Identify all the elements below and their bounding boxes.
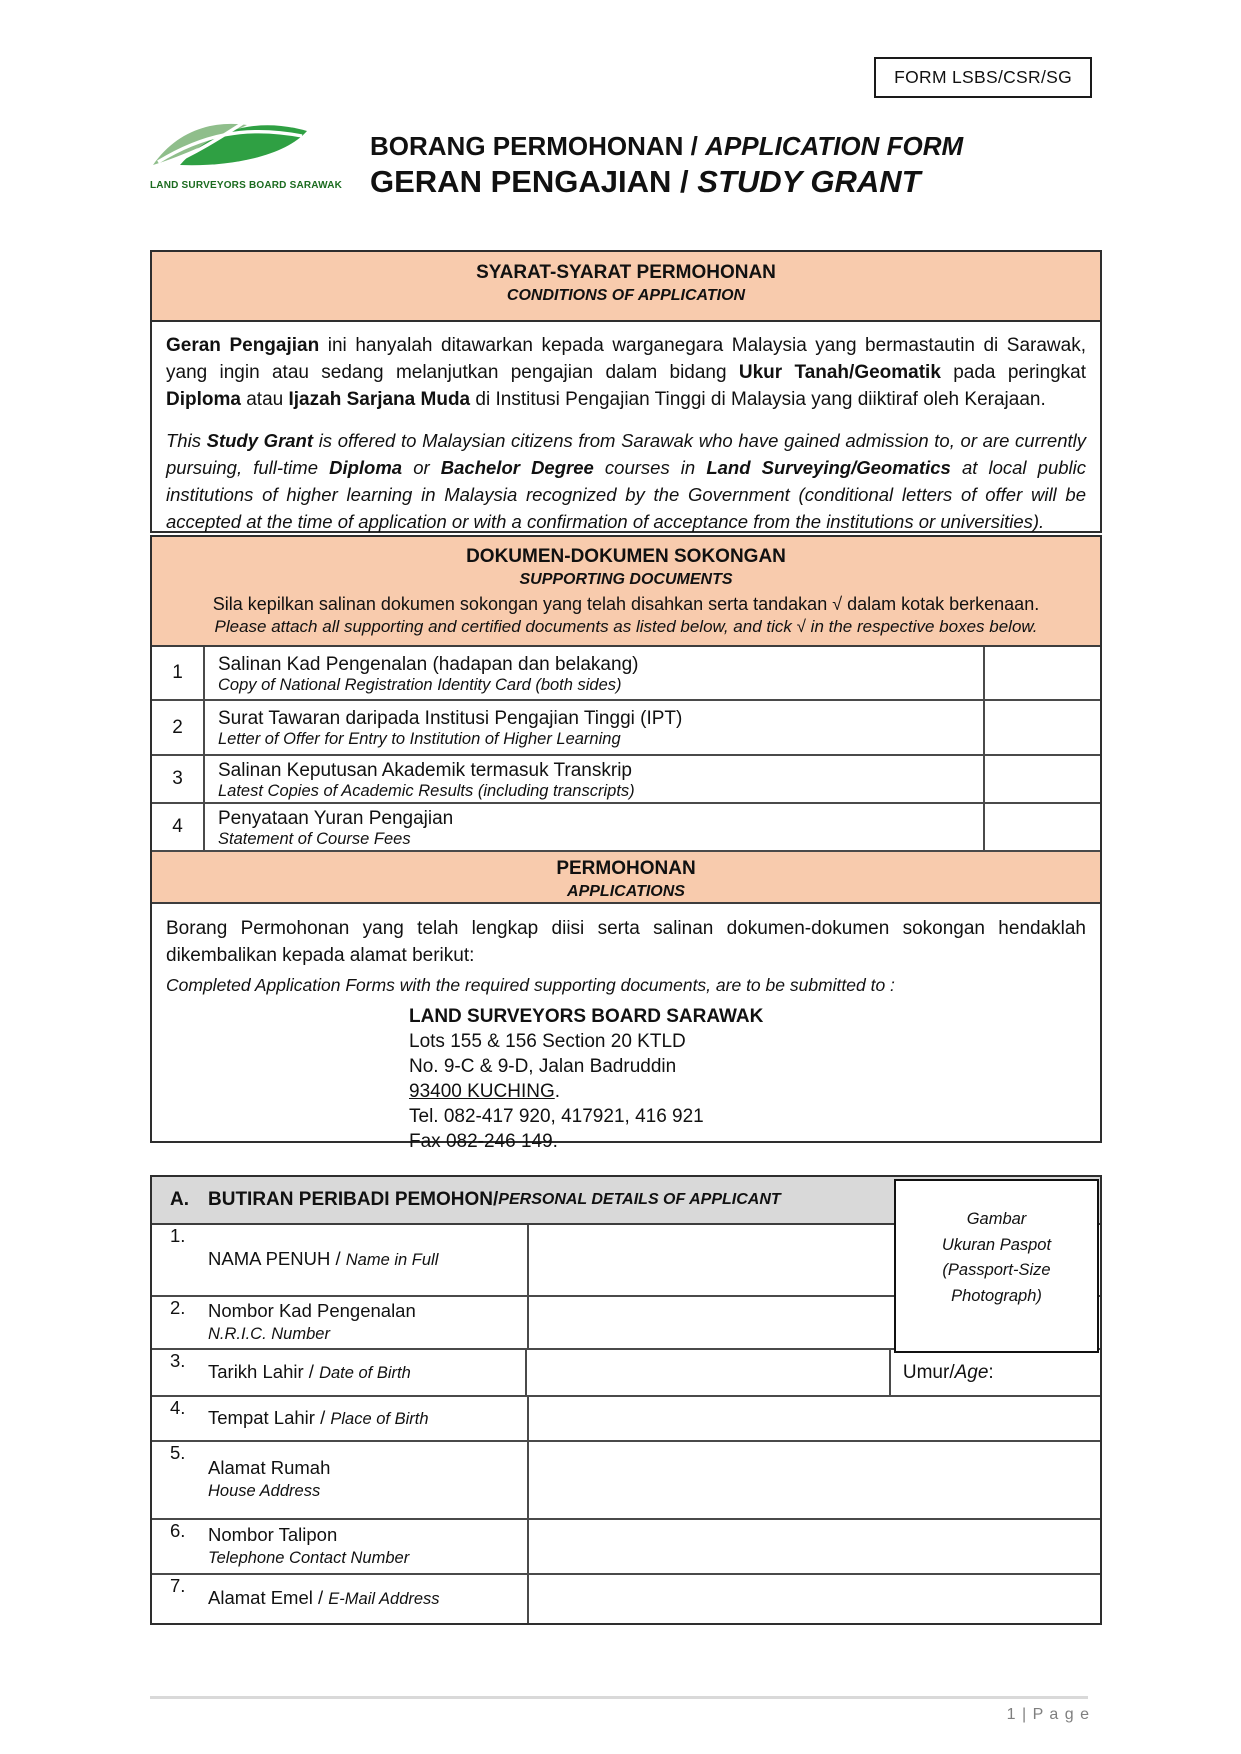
label-my: Alamat Emel bbox=[208, 1587, 313, 1609]
title-sep: / bbox=[683, 131, 706, 161]
photo-box-line: Photograph) bbox=[951, 1286, 1042, 1305]
row-telephone bbox=[152, 1520, 1100, 1575]
footer-divider bbox=[150, 1696, 1088, 1699]
label-en: Telephone Contact Number bbox=[208, 1548, 410, 1567]
tick-box-cell-1[interactable] bbox=[985, 647, 1100, 699]
row-house-address bbox=[152, 1442, 1100, 1520]
checklist-description bbox=[205, 701, 985, 754]
checklist-row-4 bbox=[152, 804, 1100, 852]
checklist-text-en: Letter of Offer for Entry to Institution of Higher Learning bbox=[218, 730, 621, 749]
conditions-paragraph-my: Geran Pengajian ini hanyalah ditawarkan kepada warganegara Malaysia yang bermastautin di Sarawak, yang ingin atau sedang melanjutkan pengajian dalam bidang Ukur Tanah/Geomatik pada peringkat Diploma atau Ijazah Sarjana Muda di Institusi Pengajian Tinggi di Malaysia yang diiktiraf oleh Kerajaan. bbox=[166, 335, 1086, 410]
passport-photo-box[interactable] bbox=[894, 1179, 1099, 1353]
logo-caption: LAND SURVEYORS BOARD SARAWAK bbox=[150, 180, 343, 191]
title-line1-my: BORANG PERMOHONAN bbox=[370, 131, 684, 161]
title-line2-en: STUDY GRANT bbox=[697, 163, 921, 199]
row-label bbox=[152, 1350, 527, 1395]
row-place-of-birth bbox=[152, 1397, 1100, 1442]
supporting-instruction-my: Sila kepilkan salinan dokumen sokongan yang telah disahkan serta tandakan √ dalam kotak berkenaan. bbox=[212, 594, 1040, 614]
applications-header bbox=[152, 852, 1100, 904]
supporting-title-my: DOKUMEN-DOKUMEN SOKONGAN bbox=[466, 546, 786, 567]
conditions-header bbox=[152, 252, 1100, 322]
dob-input-cell[interactable] bbox=[527, 1350, 890, 1395]
label-my: Tempat Lahir bbox=[208, 1406, 315, 1428]
age-colon: : bbox=[988, 1361, 994, 1383]
checklist-text-my: Penyataan Yuran Pengajian bbox=[218, 807, 454, 829]
label-sep: / bbox=[312, 1587, 329, 1609]
section-a-title-en: PERSONAL DETAILS OF APPLICANT bbox=[498, 1191, 781, 1208]
title-line2-my: GERAN PENGAJIAN bbox=[370, 163, 672, 199]
label-en: E-Mail Address bbox=[328, 1590, 440, 1609]
address-city-suffix: . bbox=[554, 1081, 561, 1103]
section-a-letter: A. bbox=[170, 1189, 189, 1210]
conditions-section bbox=[150, 250, 1102, 533]
personal-details-section bbox=[150, 1175, 1102, 1625]
age-label-en: Age bbox=[954, 1361, 989, 1383]
row-label bbox=[152, 1397, 529, 1440]
row-date-of-birth bbox=[152, 1350, 1100, 1397]
label-en: Name in Full bbox=[345, 1251, 439, 1270]
row-number: 7. bbox=[170, 1575, 186, 1596]
logo-graphic-icon bbox=[150, 116, 310, 172]
row-email bbox=[152, 1575, 1100, 1623]
applications-paragraph-my: Borang Permohonan yang telah lengkap diisi serta salinan dokumen-dokumen sokongan hendaklah dikembalikan kepada alamat berikut: bbox=[166, 918, 1086, 966]
birthplace-input-cell[interactable] bbox=[529, 1397, 1100, 1440]
tick-box-cell-4[interactable] bbox=[985, 804, 1100, 850]
row-label bbox=[152, 1442, 529, 1518]
applications-body bbox=[152, 904, 1100, 1154]
title-line1-en: APPLICATION FORM bbox=[705, 131, 964, 161]
supporting-header bbox=[152, 537, 1100, 647]
address-fax: Fax 082-246 149. bbox=[409, 1131, 558, 1153]
address-input-cell[interactable] bbox=[529, 1442, 1100, 1518]
checklist-row-3 bbox=[152, 756, 1100, 804]
conditions-body bbox=[152, 322, 1100, 535]
applications-paragraph-en: Completed Application Forms with the required supporting documents, are to be submitted to : bbox=[166, 974, 895, 995]
checklist-text-en: Latest Copies of Academic Results (including transcripts) bbox=[218, 781, 635, 800]
age-sep: / bbox=[949, 1361, 955, 1383]
checklist-text-my: Salinan Kad Pengenalan (hadapan dan belakang) bbox=[218, 653, 639, 675]
checklist-number: 3 bbox=[152, 756, 205, 802]
checklist-text-en: Copy of National Registration Identity Card (both sides) bbox=[218, 675, 622, 694]
conditions-title-en: CONDITIONS OF APPLICATION bbox=[506, 287, 746, 304]
checklist-row-1 bbox=[152, 647, 1100, 701]
form-code-box: FORM LSBS/CSR/SG bbox=[874, 57, 1092, 98]
title-sep: / bbox=[671, 163, 698, 199]
checklist-number: 1 bbox=[152, 647, 205, 699]
checklist-text-my: Surat Tawaran daripada Institusi Pengajian Tinggi (IPT) bbox=[218, 708, 683, 730]
supporting-documents-section bbox=[150, 535, 1102, 1153]
age-cell[interactable] bbox=[891, 1350, 1100, 1395]
applications-title-en: APPLICATIONS bbox=[567, 883, 685, 900]
row-label bbox=[152, 1225, 529, 1295]
checklist-number: 4 bbox=[152, 804, 205, 850]
label-en: Place of Birth bbox=[330, 1409, 429, 1428]
submission-address bbox=[409, 1004, 1086, 1154]
applications-title-my: PERMOHONAN bbox=[556, 858, 696, 879]
title-line-1 bbox=[370, 131, 963, 162]
title-line-2 bbox=[370, 164, 963, 201]
conditions-paragraph-en: This Study Grant is offered to Malaysian citizens from Sarawak who have gained admission to, or are currently pursuing, full-time Diploma or Bachelor Degree courses in Land Surveying/Geomatics at local public institutions of higher learning in Malaysia recognized by the Government (conditional letters of offer will be accepted at the time of application or with a confirmation of acceptance from the institutions or universities). bbox=[166, 429, 1086, 532]
label-my: Nombor Talipon bbox=[208, 1523, 338, 1545]
tick-box-cell-3[interactable] bbox=[985, 756, 1100, 802]
page-number: 1 | P a g e bbox=[1006, 1706, 1090, 1723]
label-sep: / bbox=[303, 1360, 320, 1382]
row-number: 6. bbox=[170, 1520, 186, 1541]
label-en: House Address bbox=[208, 1482, 321, 1501]
checklist-text-my: Salinan Keputusan Akademik termasuk Transkrip bbox=[218, 759, 632, 781]
org-logo bbox=[150, 116, 343, 191]
checklist-text-en: Statement of Course Fees bbox=[218, 829, 411, 848]
row-number: 5. bbox=[170, 1442, 186, 1463]
label-my: Tarikh Lahir bbox=[208, 1360, 304, 1382]
label-my: Alamat Rumah bbox=[208, 1457, 331, 1479]
checklist-row-2 bbox=[152, 701, 1100, 756]
row-number: 1. bbox=[170, 1225, 186, 1246]
label-sep: / bbox=[330, 1248, 346, 1270]
label-my: NAMA PENUH bbox=[208, 1248, 331, 1270]
checklist-description bbox=[205, 804, 985, 850]
row-label bbox=[152, 1520, 529, 1573]
section-a-sep: / bbox=[493, 1189, 499, 1210]
address-line-3 bbox=[409, 1079, 1086, 1104]
photo-box-line: (Passport-Size bbox=[942, 1261, 1051, 1280]
supporting-title-en: SUPPORTING DOCUMENTS bbox=[519, 571, 733, 588]
row-label bbox=[152, 1575, 529, 1623]
email-input-cell[interactable] bbox=[529, 1575, 1100, 1623]
tick-box-cell-2[interactable] bbox=[985, 701, 1100, 754]
row-number: 4. bbox=[170, 1397, 186, 1418]
conditions-title-my: SYARAT-SYARAT PERMOHONAN bbox=[476, 262, 776, 283]
row-label bbox=[152, 1297, 529, 1348]
checklist-number: 2 bbox=[152, 701, 205, 754]
section-a-title-my: BUTIRAN PERIBADI PEMOHON bbox=[208, 1189, 494, 1210]
age-label-my: Umur bbox=[902, 1361, 950, 1383]
address-line-1: Lots 155 & 156 Section 20 KTLD bbox=[409, 1031, 686, 1053]
document-title bbox=[370, 131, 963, 200]
photo-box-line: Ukuran Paspot bbox=[941, 1235, 1052, 1254]
photo-box-line: Gambar bbox=[966, 1210, 1027, 1228]
row-number: 2. bbox=[170, 1297, 186, 1318]
address-line-2: No. 9-C & 9-D, Jalan Badruddin bbox=[409, 1056, 677, 1078]
checklist-description bbox=[205, 647, 985, 699]
row-number: 3. bbox=[170, 1350, 186, 1371]
address-tel: Tel. 082-417 920, 417921, 416 921 bbox=[409, 1106, 704, 1128]
label-my: Nombor Kad Pengenalan bbox=[208, 1299, 416, 1321]
address-org-name: LAND SURVEYORS BOARD SARAWAK bbox=[409, 1005, 764, 1027]
supporting-instruction-en: Please attach all supporting and certified documents as listed below, and tick √ in the respective boxes below. bbox=[214, 617, 1038, 636]
label-en: Date of Birth bbox=[319, 1363, 411, 1382]
telephone-input-cell[interactable] bbox=[529, 1520, 1100, 1573]
label-sep: / bbox=[314, 1406, 331, 1428]
checklist-description bbox=[205, 756, 985, 802]
address-city: 93400 KUCHING bbox=[409, 1081, 555, 1103]
label-en: N.R.I.C. Number bbox=[208, 1324, 330, 1343]
